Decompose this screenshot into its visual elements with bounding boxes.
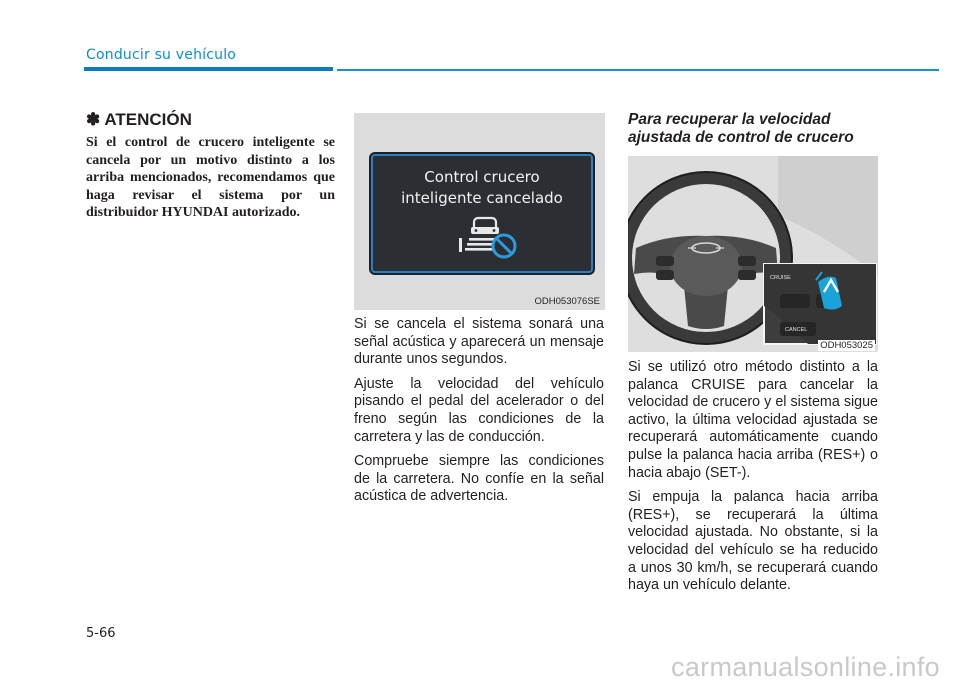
section-subtitle: Para recuperar la velocidad ajustada de control de crucero: [628, 111, 854, 146]
right-text-block: [628, 359, 878, 602]
caution-body: Si el control de crucero inteligente se cancela por un motivo distinto a los arriba mencionados, recomendamos que haga revisar el sistema por un distribuidor HYUNDAI autorizado.: [86, 135, 335, 221]
cluster-display: [371, 154, 593, 273]
inset-label-cancel: CANCEL: [785, 327, 808, 333]
caution-title: ✽ ATENCIÓN: [86, 110, 192, 129]
header-rule-thin: [337, 69, 939, 71]
figure-code: ODH053076SE: [534, 296, 600, 307]
cluster-message-figure: [354, 113, 605, 310]
steering-wheel-illustration: [628, 156, 878, 352]
display-line-1: Control crucero: [424, 168, 540, 186]
figure-code: ODH053025: [820, 340, 873, 351]
paragraph: Ajuste la velocidad del vehículo pisando el pedal del acelerador o del freno según las condiciones de la carretera y las de conducción.: [354, 375, 604, 445]
steering-wheel-figure: [628, 156, 878, 352]
page-number: 5-66: [86, 626, 116, 641]
paragraph: Si empuja la palanca hacia arriba (RES+), se recuperará la última velocidad ajustada. No obstante, si la velocidad del vehículo se ha reducido a unos 30 km/h, se recuperará cuando haya un vehículo delante.: [628, 489, 878, 594]
display-line-2: inteligente cancelado: [401, 189, 563, 207]
inset-label-cruise: CRUISE: [770, 275, 791, 281]
cruise-cancelled-icon: [457, 212, 523, 262]
middle-text-block: [354, 316, 604, 513]
section-header-title: Conducir su vehículo: [86, 47, 237, 63]
paragraph: Si se utilizó otro método distinto a la palanca CRUISE para cancelar la velocidad de crucero y el sistema sigue activo, la última velocidad ajustada se recuperará automáticamente cuando pulse la palanca hacia arriba (RES+) o hacia abajo (SET-).: [628, 359, 878, 481]
watermark: carmanualsonline.info: [671, 652, 940, 682]
paragraph: Compruebe siempre las condiciones de la carretera. No confíe en la señal acústica de advertencia.: [354, 453, 604, 505]
header-rule-thick: [84, 67, 333, 71]
paragraph: Si se cancela el sistema sonará una señal acústica y aparecerá un mensaje durante unos segundos.: [354, 316, 604, 368]
